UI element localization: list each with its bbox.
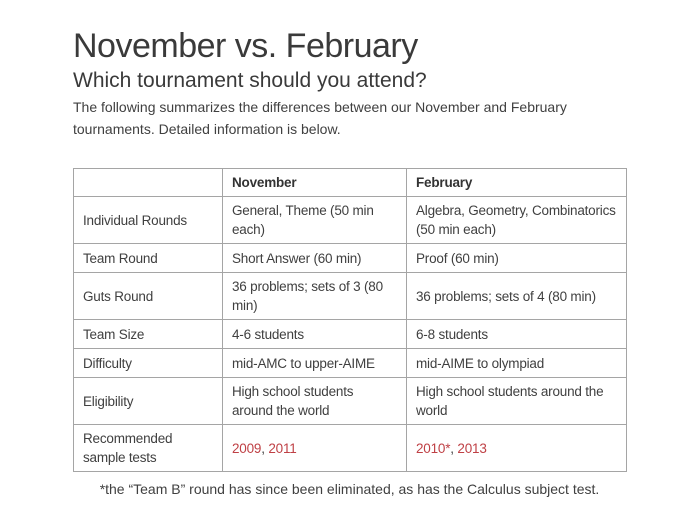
page-title: November vs. February xyxy=(73,27,418,65)
cell-text: Short Answer (60 min) xyxy=(232,250,362,266)
row-label-cell: Recommended sample tests xyxy=(74,425,223,472)
cell-text: 36 problems; sets of 3 (80 min) xyxy=(232,279,383,313)
header-february-cell: February xyxy=(407,169,627,197)
cell-text: High school students around the world xyxy=(416,384,604,418)
february-cell xyxy=(407,273,627,320)
cell-text: Proof (60 min) xyxy=(416,250,499,266)
cell-text: , xyxy=(261,440,269,456)
table-row xyxy=(74,349,627,378)
page-container xyxy=(73,24,626,500)
february-cell xyxy=(407,320,627,349)
row-label-cell: Eligibility xyxy=(74,378,223,425)
november-cell xyxy=(223,425,407,472)
november-cell xyxy=(223,320,407,349)
november-cell xyxy=(223,378,407,425)
cell-text: 4-6 students xyxy=(232,326,304,342)
february-cell xyxy=(407,197,627,244)
february-cell xyxy=(407,378,627,425)
page-subtitle: Which tournament should you attend? xyxy=(73,69,427,92)
row-label-cell: Difficulty xyxy=(74,349,223,378)
cell-text: Algebra, Geometry, Combinatorics (50 min each) xyxy=(416,203,616,237)
row-label-cell: Team Size xyxy=(74,320,223,349)
footnote-text: *the “Team B” round has since been eliminated, as has the Calculus subject test. xyxy=(99,481,600,497)
sample-test-link[interactable]: 2009 xyxy=(232,440,262,456)
cell-text: mid-AIME to olympiad xyxy=(416,355,545,371)
cell-text: mid-AMC to upper-AIME xyxy=(232,355,375,371)
cell-text: , xyxy=(450,440,458,456)
sample-test-link[interactable]: 2013 xyxy=(457,440,487,456)
cell-text: 6-8 students xyxy=(416,326,488,342)
sample-test-link[interactable]: 2010* xyxy=(416,440,451,456)
row-label-cell: Team Round xyxy=(74,244,223,273)
row-label-cell: Guts Round xyxy=(74,273,223,320)
table-row xyxy=(74,320,627,349)
table-row xyxy=(74,425,627,472)
november-cell xyxy=(223,197,407,244)
cell-text: 36 problems; sets of 4 (80 min) xyxy=(416,288,596,304)
table-row xyxy=(74,197,627,244)
february-cell xyxy=(407,425,627,472)
table-row xyxy=(74,244,627,273)
sample-test-link[interactable]: 2011 xyxy=(268,440,297,456)
row-label-cell: Individual Rounds xyxy=(74,197,223,244)
november-cell xyxy=(223,349,407,378)
cell-text: General, Theme (50 min each) xyxy=(232,203,374,237)
comparison-table xyxy=(73,168,627,472)
february-cell xyxy=(407,349,627,378)
february-cell xyxy=(407,244,627,273)
november-cell xyxy=(223,273,407,320)
table-row xyxy=(74,378,627,425)
table-header-row xyxy=(74,169,627,197)
november-cell xyxy=(223,244,407,273)
cell-text: High school students around the world xyxy=(232,384,354,418)
header-empty-cell xyxy=(74,169,223,197)
header-november-cell: November xyxy=(223,169,407,197)
table-row xyxy=(74,273,627,320)
intro-text: The following summarizes the differences between our November and February tournaments. Detailed information is below. xyxy=(73,99,567,137)
